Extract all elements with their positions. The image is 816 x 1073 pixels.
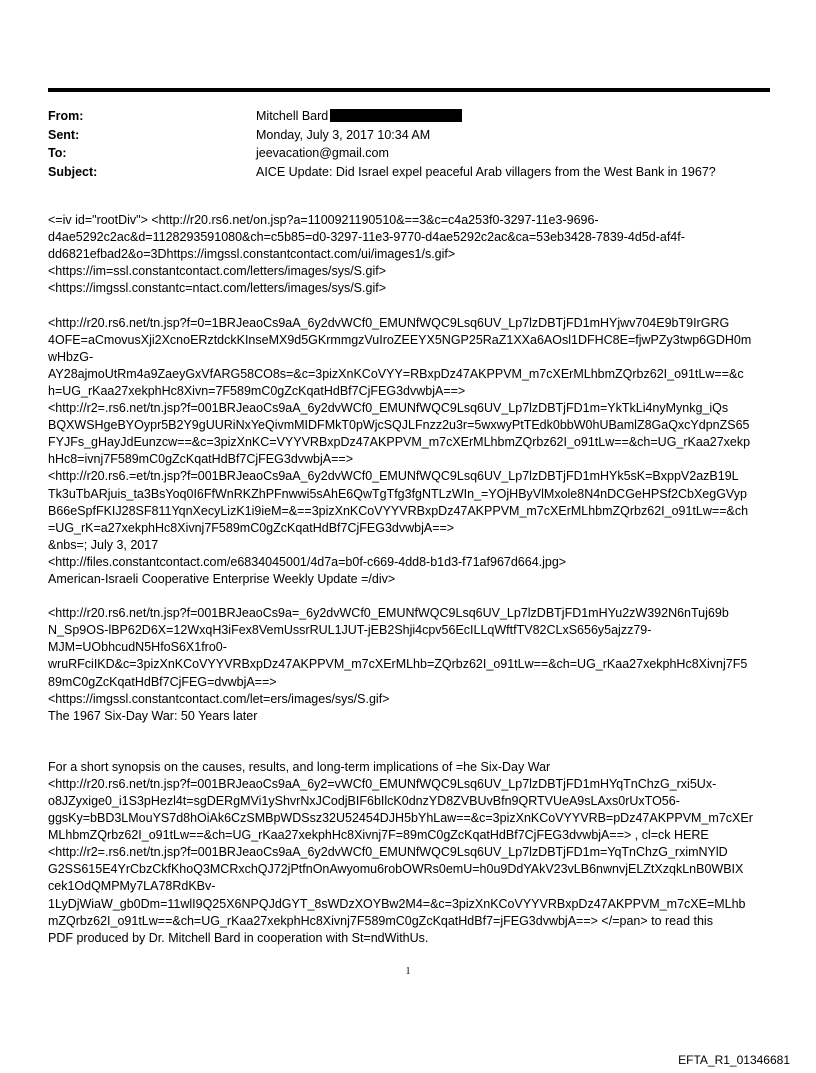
subject-row (48, 163, 770, 182)
page-number: 1 (405, 966, 411, 977)
text-line: For a short synopsis on the causes, results, and long-term implications of =he Six-Day War (48, 759, 551, 774)
text-line: ggsKy=bBD3LMouYS7d8hOiAk6CzSMBpWDSsz32U52454DJH5bYhLaw==&c=3pizXnKCoVYYVRB=pDz47AKPPVM_m7cXEr (48, 811, 753, 826)
sent-value: Monday, July 3, 2017 10:34 AM (256, 127, 431, 142)
text-line: 4OFE=aCmovusXji2XcnoERztdckKInseMX9d5GKrmmgzVuIroZEEYX5NGP25RaZ1XXa6AOsl1DFHC8E=fjwPZy3twp6GDH0m (48, 332, 752, 347)
to-row (48, 144, 770, 163)
text-line: <https://im=ssl.constantcontact.com/letters/images/sys/S.gif> (48, 264, 386, 279)
text-line: American-Israeli Cooperative Enterprise Weekly Update =/div> (48, 571, 396, 586)
text-line: MJM=UObhcudN5HfoS6X1fro0- (48, 640, 227, 655)
text-line: wruRFciIKD&c=3pizXnKCoVYYVRBxpDz47AKPPVM_m7cXErMLhb=ZQrbz62I_o91tLw==&ch=UG_rKaa27xekphHc8Xivnj7F5 (48, 657, 748, 672)
text-line: B66eSpfFKIJ28SF811YqnXecyLizK1i9ieM=&==3pizXnKCoVYYVRBxpDz47AKPPVM_m7cXErMLhbmZQrbz62I_o91tLw==&ch (48, 503, 749, 518)
text-line: dd6821efbad2&o=3Dhttps://imgssl.constantcontact.com/ui/images1/s.gif> (48, 247, 456, 262)
text-line: PDF produced by Dr. Mitchell Bard in cooperation with St=ndWithUs. (48, 930, 429, 945)
document-id: EFTA_R1_01346681 (678, 1053, 790, 1067)
text-line: =UG_rK=a27xekphHc8Xivnj7F589mC0gZcKqatHdBf7CjFEG3dvwbjA==> (48, 520, 455, 535)
sent-row (48, 126, 770, 145)
subject-label: Subject: (48, 164, 98, 179)
text-line: hHc8=ivnj7F589mC0gZcKqatHdBf7CjFEG3dvwbjA==> (48, 452, 354, 467)
text-line: <http://files.constantcontact.com/e6834045001/4d7a=b0f-c669-4dd8-b1d3-f71af967d664.jpg> (48, 554, 567, 569)
to-value: jeevacation@gmail.com (256, 146, 389, 160)
text-line: The 1967 Six-Day War: 50 Years later (48, 708, 258, 723)
text-line: G2SS615E4YrCbzCkfKhoQ3MCRxchQJ72jPtfnOnAwyomu6robOWRs0emU=h0u9DdYAkV23vLB6nwnvjELZtXzqkLnB0WBIX (48, 862, 744, 877)
text-line: MLhbmZQrbz62I_o91tLw==&ch=UG_rKaa27xekphHc8Xivnj7F=89mC0gZcKqatHdBf7CjFEG3dvwbjA==> , cl=ck HERE (48, 828, 709, 843)
text-line: Tk3uTbARjuis_ta3BsYoq0I6FfWnRKZhPFnwwi5sAhE6QwTgTfg3fgNTLzWIn_=YOjHByVlMxole8N4nDCGeHPSf2CbXegGVyp (48, 486, 748, 501)
text-line: BQXWSHgeBYOypr5B2Y9gUURiNxYeQivmMIDFMkT0pWjcSQJLFnzz2u3r=5wxwyPtTEdk0bbW0hUBamlZ8GaQxcYdpnZS65 (48, 418, 750, 433)
text-line: <https://imgssl.constantcontact.com/let=ers/images/sys/S.gif> (48, 691, 390, 706)
text-line: 1LyDjWiaW_gb0Dm=11wlI9Q25X6NPQJdGYT_8sWDzXOYBw2M4=&c=3pizXnKCoVYYVRBxpDz47AKPPVM_m7cXE=MLhb (48, 896, 746, 911)
text-line: N_Sp9OS-lBP62D6X=12WxqH3iFex8VemUssrRUL1JUT-jEB2Shji4cpv56EcILLqWftfTV82CLxS656y5ajzz79- (48, 623, 652, 638)
text-line: wHbzG- (48, 349, 94, 364)
body-paragraph-3 (48, 605, 774, 725)
text-line: <http://r20.rs6.=et/tn.jsp?f=001BRJeaoCs9aA_6y2dvWCf0_EMUNfWQC9Lsq6UV_Lp7lzDBTjFD1mHYk5sK=BxppV2azB19L (48, 469, 739, 484)
redaction-block (330, 109, 462, 122)
text-line: o8JZyxige0_i1S3pHezl4t=sgDERgMVi1yShvrNxJCodjBIF6bIlcK0dnzYD8ZVBUvBfn9QRTVUeA9sLAxs0rUxTO56- (48, 794, 680, 808)
body-paragraph-4 (48, 759, 774, 947)
text-line: <http://r20.rs6.net/tn.jsp?f=0=1BRJeaoCs9aA_6y2dvWCf0_EMUNfWQC9Lsq6UV_Lp7lzDBTjFD1mHYjwv704E9bT9IrGRG (48, 315, 730, 330)
text-line: cek1OdQMPMy7LA78RdKBv- (48, 879, 216, 894)
body-paragraph-2 (48, 315, 774, 589)
header-rule (48, 88, 770, 92)
text-line: <http://r20.rs6.net/tn.jsp?f=001BRJeaoCs9aA_6y2=vWCf0_EMUNfWQC9Lsq6UV_Lp7lzDBTjFD1mHYqTnChzG_rxi5Ux- (48, 776, 717, 791)
text-line: 89mC0gZcKqatHdBf7CjFEG=dvwbjA==> (48, 674, 277, 689)
text-line: <http://r20.rs6.net/tn.jsp?f=001BRJeaoCs9a=_6y2dvWCf0_EMUNfWQC9Lsq6UV_Lp7lzDBTjFD1mHYu2zW392N6nTuj69b (48, 606, 729, 621)
sent-label: Sent: (48, 127, 80, 142)
from-label: From: (48, 109, 84, 123)
from-name: Mitchell Bard (256, 109, 329, 123)
text-line: <=iv id="rootDiv"> <http://r20.rs6.net/on.jsp?a=1100921190510&==3&c=c4a253f0-3297-11e3-9696- (48, 213, 599, 227)
text-line: d4ae5292c2ac&d=1128293591080&ch=c5b85=d0-3297-11e3-9770-d4ae5292c2ac&ca=53eb3428-7839-4d5d-af4f- (48, 230, 685, 245)
text-line: <http://r2=.rs6.net/tn.jsp?f=001BRJeaoCs9aA_6y2dvWCf0_EMUNfWQC9Lsq6UV_Lp7lzDBTjFD1m=YkTkLi4nyMynkg_iQs (48, 401, 729, 416)
text-line: &nbs=; July 3, 2017 (48, 537, 159, 552)
text-line: <https://imgssl.constantc=ntact.com/letters/images/sys/S.gif> (48, 281, 386, 296)
email-body (48, 212, 774, 964)
text-line: FYJFs_gHayJdEunzcw==&c=3pizXnKC=VYYVRBxpDz47AKPPVM_m7cXErMLhbmZQrbz62I_o91tLw==&ch=UG_rKaa27xekp (48, 435, 751, 450)
body-paragraph-1 (48, 212, 774, 297)
to-label: To: (48, 146, 67, 160)
text-line: mZQrbz62I_o91tLw==&ch=UG_rKaa27xekphHc8Xivnj7F589mC0gZcKqatHdBf7=jFEG3dvwbjA==> </=pan> to read this (48, 913, 713, 928)
text-line: <http://r2=.rs6.net/tn.jsp?f=001BRJeaoCs9aA_6y2dvWCf0_EMUNfWQC9Lsq6UV_Lp7lzDBTjFD1m=YqTnChzG_rximNYlD (48, 845, 728, 860)
text-line: AY28ajmoUtRm4a9ZaeyGxVfARG58CO8s=&c=3pizXnKCoVYY=RBxpDz47AKPPVM_m7cXErMLhbmZQrbz62I_o91tLw==&c (48, 366, 744, 381)
email-header (48, 107, 770, 181)
from-value (256, 107, 770, 126)
subject-value: AICE Update: Did Israel expel peaceful Arab villagers from the West Bank in 1967? (256, 164, 716, 179)
from-row (48, 107, 770, 126)
text-line: h=UG_rKaa27xekphHc8Xivn=7F589mC0gZcKqatHdBf7CjFEG3dvwbjA==> (48, 383, 466, 398)
